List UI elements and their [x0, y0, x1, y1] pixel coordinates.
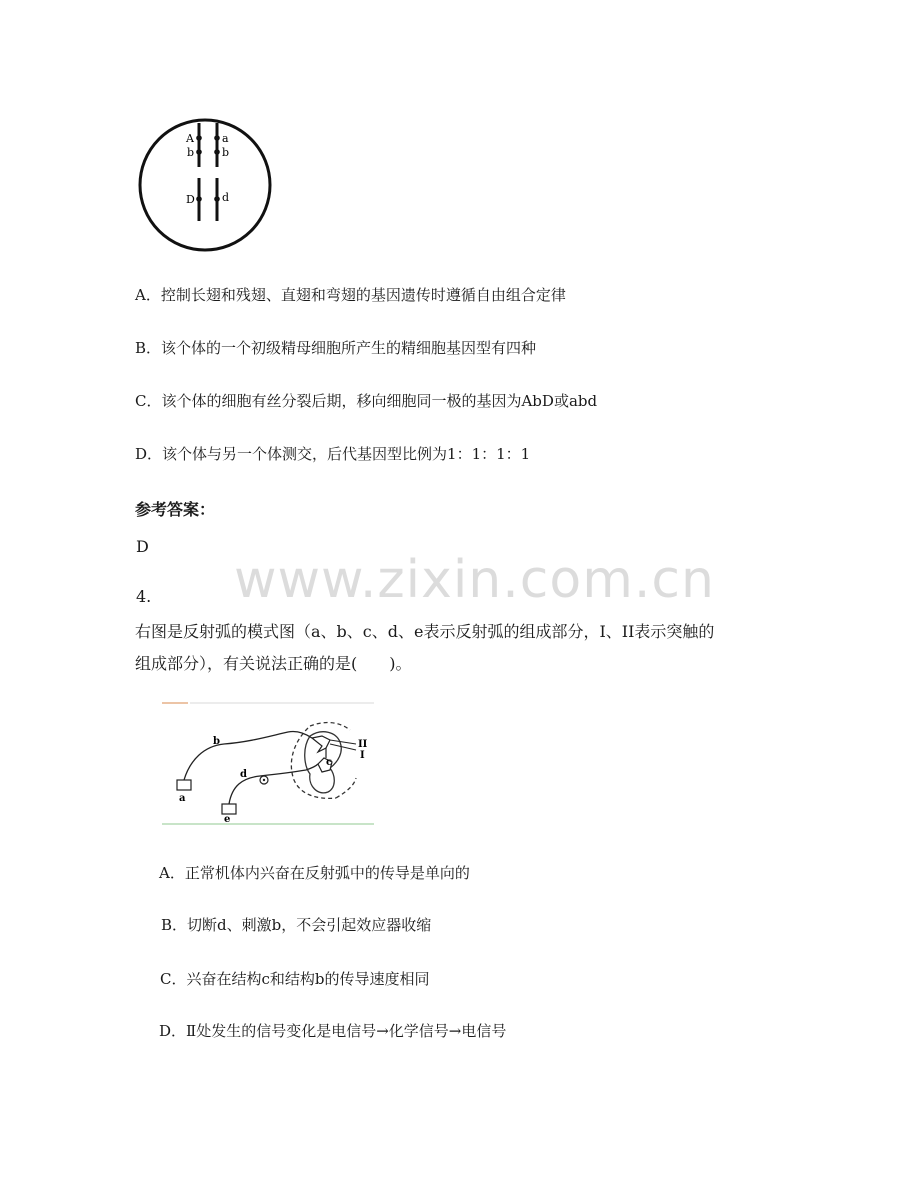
watermark: www.zixin.com.cn: [234, 550, 715, 610]
q3-option-d: D．该个体与另一个体测交，后代基因型比例为1：1：1：1: [135, 445, 531, 463]
q4-stem-line2: 组成部分），有关说法正确的是( )。: [135, 654, 412, 673]
q4-number: 4.: [136, 587, 152, 606]
gene-label: b: [222, 146, 230, 159]
figure-label: d: [240, 769, 247, 780]
answer-value: D: [136, 537, 149, 556]
q4-option-a: A．正常机体内兴奋在反射弧中的传导是单向的: [159, 864, 470, 882]
figure-label: a: [179, 793, 186, 804]
gene-label: a: [222, 132, 229, 145]
chromosome-cell-figure: [130, 105, 280, 265]
gene-label: A: [186, 132, 194, 145]
figure-label: c: [326, 757, 333, 768]
figure-label: II: [358, 739, 368, 750]
reflex-arc-figure: [160, 700, 380, 828]
figure-label: e: [224, 814, 231, 825]
q3-option-a: A．控制长翅和残翅、直翅和弯翅的基因遗传时遵循自由组合定律: [135, 286, 566, 304]
answer-heading: 参考答案：: [135, 500, 216, 519]
q4-stem-line1: 右图是反射弧的模式图（a、b、c、d、e表示反射弧的组成部分，I、II表示突触的: [135, 622, 715, 641]
gene-label: b: [187, 146, 195, 159]
gene-label: D: [186, 193, 195, 206]
q4-option-d: D．Ⅱ处发生的信号变化是电信号→化学信号→电信号: [159, 1022, 507, 1040]
figure-label: I: [360, 750, 365, 761]
q3-option-c: C．该个体的细胞有丝分裂后期，移向细胞同一极的基因为AbD或abd: [135, 392, 598, 410]
q4-option-b: B．切断d、刺激b，不会引起效应器收缩: [161, 916, 432, 934]
figure-label: b: [213, 736, 220, 747]
gene-label: d: [222, 191, 230, 204]
q4-option-c: C．兴奋在结构c和结构b的传导速度相同: [160, 970, 430, 988]
q3-option-b: B．该个体的一个初级精母细胞所产生的精细胞基因型有四种: [135, 339, 537, 357]
